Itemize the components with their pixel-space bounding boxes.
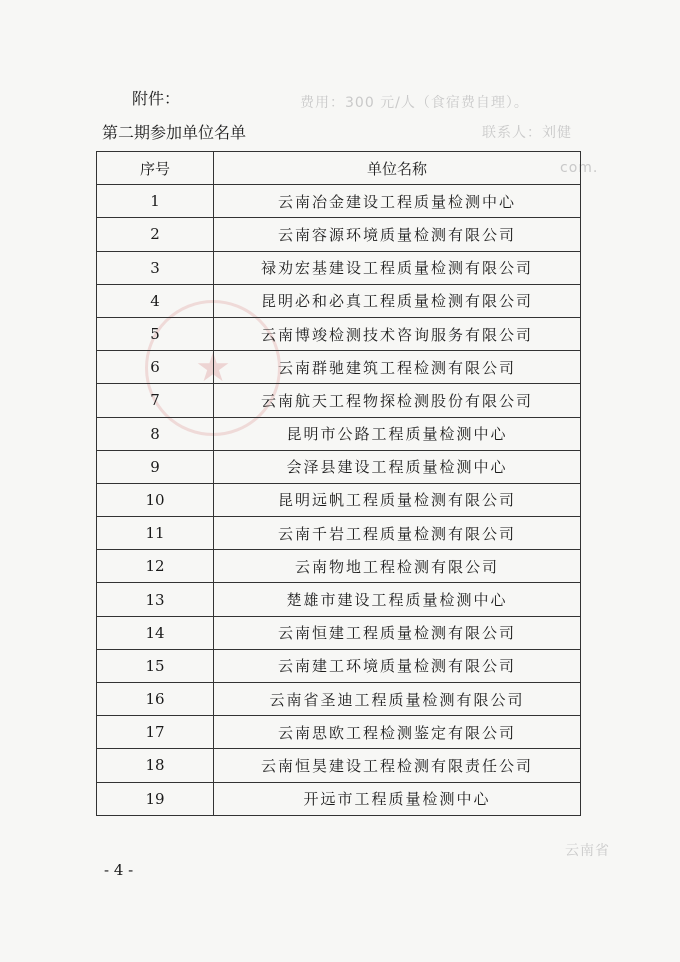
table-row	[97, 616, 581, 649]
table-row	[97, 351, 581, 384]
bleed-through-text: 联系人：刘健	[482, 125, 572, 141]
unit-name-cell: 云南群驰建筑工程检测有限公司	[214, 351, 581, 384]
unit-name-cell: 会泽县建设工程质量检测中心	[214, 450, 581, 483]
unit-name-cell: 云南省圣迪工程质量检测有限公司	[214, 683, 581, 716]
header-serial-number: 序号	[97, 152, 214, 185]
table-row	[97, 483, 581, 516]
table-row	[97, 649, 581, 682]
bleed-through-text: 云南省	[565, 843, 610, 859]
unit-name-cell: 禄劝宏基建设工程质量检测有限公司	[214, 251, 581, 284]
serial-number-cell: 12	[97, 550, 214, 583]
serial-number-cell: 6	[97, 351, 214, 384]
unit-name-cell: 云南容源环境质量检测有限公司	[214, 218, 581, 251]
table-row	[97, 185, 581, 218]
serial-number-cell: 2	[97, 218, 214, 251]
unit-name-cell: 昆明市公路工程质量检测中心	[214, 417, 581, 450]
table-row	[97, 450, 581, 483]
page-number: - 4 -	[104, 861, 134, 879]
serial-number-cell: 10	[97, 483, 214, 516]
table-row	[97, 583, 581, 616]
table-header-row	[97, 152, 581, 185]
table-row	[97, 417, 581, 450]
table-row	[97, 284, 581, 317]
serial-number-cell: 9	[97, 450, 214, 483]
serial-number-cell: 14	[97, 616, 214, 649]
table-row	[97, 683, 581, 716]
serial-number-cell: 1	[97, 185, 214, 218]
participant-units-table	[96, 151, 581, 816]
header-unit-name: 单位名称	[214, 152, 581, 185]
list-title: 第二期参加单位名单	[102, 123, 247, 142]
unit-name-cell: 云南千岩工程质量检测有限公司	[214, 517, 581, 550]
bleed-through-text: com.	[560, 160, 599, 176]
table-row	[97, 749, 581, 782]
serial-number-cell: 3	[97, 251, 214, 284]
table-row	[97, 782, 581, 815]
unit-name-cell: 云南思欧工程检测鉴定有限公司	[214, 716, 581, 749]
unit-name-cell: 楚雄市建设工程质量检测中心	[214, 583, 581, 616]
table-row	[97, 218, 581, 251]
serial-number-cell: 13	[97, 583, 214, 616]
unit-name-cell: 开远市工程质量检测中心	[214, 782, 581, 815]
serial-number-cell: 7	[97, 384, 214, 417]
serial-number-cell: 4	[97, 284, 214, 317]
faint-seal-stamp: ★	[145, 300, 281, 436]
table-row	[97, 517, 581, 550]
attachment-label: 附件：	[132, 89, 181, 108]
serial-number-cell: 17	[97, 716, 214, 749]
table-row	[97, 317, 581, 350]
serial-number-cell: 19	[97, 782, 214, 815]
serial-number-cell: 5	[97, 317, 214, 350]
unit-name-cell: 昆明远帆工程质量检测有限公司	[214, 483, 581, 516]
bleed-through-text: 费用：300 元/人（食宿费自理）。	[300, 95, 529, 111]
serial-number-cell: 11	[97, 517, 214, 550]
table-row	[97, 384, 581, 417]
serial-number-cell: 18	[97, 749, 214, 782]
unit-name-cell: 云南冶金建设工程质量检测中心	[214, 185, 581, 218]
table-row	[97, 251, 581, 284]
unit-name-cell: 云南建工环境质量检测有限公司	[214, 649, 581, 682]
table-row	[97, 716, 581, 749]
serial-number-cell: 15	[97, 649, 214, 682]
serial-number-cell: 8	[97, 417, 214, 450]
unit-name-cell: 昆明必和必真工程质量检测有限公司	[214, 284, 581, 317]
unit-name-cell: 云南博竣检测技术咨询服务有限公司	[214, 317, 581, 350]
table-row	[97, 550, 581, 583]
unit-name-cell: 云南航天工程物探检测股份有限公司	[214, 384, 581, 417]
unit-name-cell: 云南恒昊建设工程检测有限责任公司	[214, 749, 581, 782]
unit-name-cell: 云南物地工程检测有限公司	[214, 550, 581, 583]
serial-number-cell: 16	[97, 683, 214, 716]
unit-name-cell: 云南恒建工程质量检测有限公司	[214, 616, 581, 649]
